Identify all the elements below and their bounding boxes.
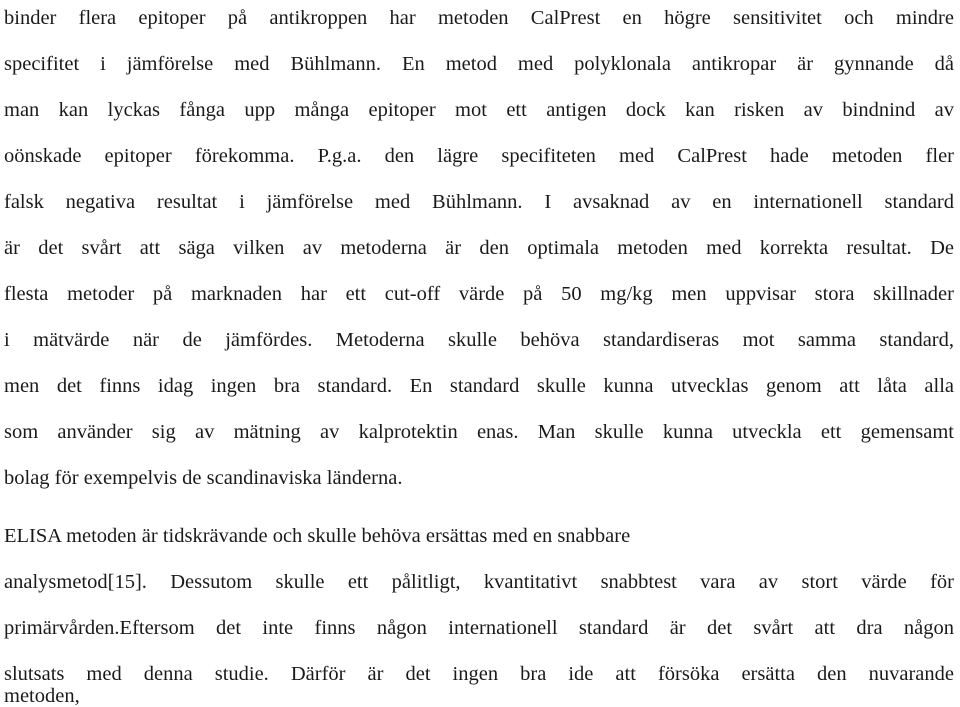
- text-line: analysmetod[15]. Dessutom skulle ett pålitligt, kvantitativt snabbtest vara av stort värde för: [4, 571, 954, 593]
- text-line: slutsats med denna studie. Därför är det ingen bra ide att försöka ersätta den nuvarande: [4, 663, 954, 685]
- text-line: som använder sig av mätning av kalprotektin enas. Man skulle kunna utveckla ett gemensamt: [4, 421, 954, 443]
- text-line: primärvården.Eftersom det inte finns någon internationell standard är det svårt att dra någon: [4, 617, 954, 639]
- text-line: falsk negativa resultat i jämförelse med Bühlmann. I avsaknad av en internationell standard: [4, 191, 954, 213]
- text-line: flesta metoder på marknaden har ett cut-off värde på 50 mg/kg men uppvisar stora skillnader: [4, 283, 954, 305]
- text-line: bolag för exempelvis de scandinaviska länderna.: [4, 467, 403, 489]
- text-line: i mätvärde när de jämfördes. Metoderna skulle behöva standardiseras mot samma standard,: [4, 329, 954, 351]
- text-line: oönskade epitoper förekomma. P.g.a. den lägre specifiteten med CalPrest hade metoden fler: [4, 145, 954, 167]
- text-line: ELISA metoden är tidskrävande och skulle behöva ersättas med en snabbare: [4, 525, 631, 547]
- text-line: metoden,: [4, 685, 80, 707]
- text-line: specifitet i jämförelse med Bühlmann. En metod med polyklonala antikropar är gynnande då: [4, 53, 954, 75]
- text-line: men det finns idag ingen bra standard. En standard skulle kunna utvecklas genom att låta alla: [4, 375, 954, 397]
- text-line: binder flera epitoper på antikroppen har metoden CalPrest en högre sensitivitet och mindre: [4, 7, 954, 29]
- text-line: man kan lyckas fånga upp många epitoper mot ett antigen dock kan risken av bindnind av: [4, 99, 954, 121]
- text-line: är det svårt att säga vilken av metoderna är den optimala metoden med korrekta resultat. De: [4, 237, 954, 259]
